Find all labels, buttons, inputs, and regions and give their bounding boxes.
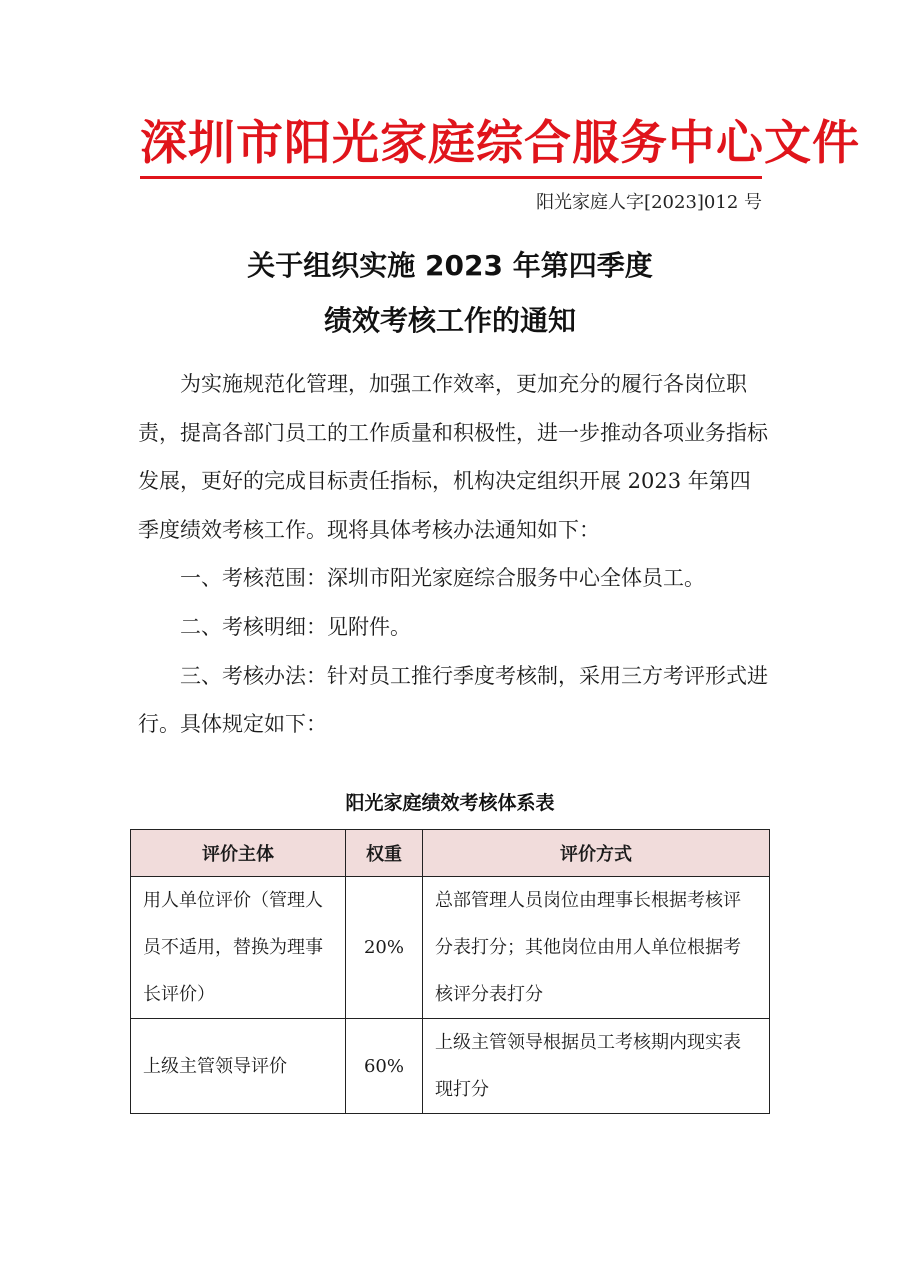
paragraph-intro: 为实施规范化管理，加强工作效率，更加充分的履行各岗位职责，提高各部门员工的工作质量和积极性，进一步推动各项业务指标发展，更好的完成目标责任指标，机构决定组织开展 2023 年第四季度绩效考核工作。现将具体考核办法通知如下：	[138, 372, 768, 542]
table-row	[131, 877, 770, 1019]
notice-title-line1: 关于组织实施 2023 年第四季度	[247, 249, 653, 282]
cell-method	[423, 1019, 770, 1114]
method-text: 上级主管领导根据员工考核期内现实表现打分	[435, 1032, 741, 1100]
table-header-row	[131, 830, 770, 877]
header-subject: 评价主体	[131, 830, 346, 877]
document-number: 阳光家庭人字[2023]012 号	[536, 192, 762, 213]
table-row	[131, 1019, 770, 1114]
method-text: 总部管理人员岗位由理事长根据考核评分表打分；其他岗位由用人单位根据考核评分表打分	[435, 890, 741, 1005]
paragraph-method: 三、考核办法：针对员工推行季度考核制，采用三方考评形式进行。具体规定如下：	[138, 663, 768, 737]
cell-weight: 60%	[346, 1019, 423, 1114]
cell-weight: 20%	[346, 877, 423, 1019]
cell-subject	[131, 1019, 346, 1114]
paragraph-scope: 一、考核范围：深圳市阳光家庭综合服务中心全体员工。	[180, 566, 705, 591]
subject-text: 上级主管领导评价	[143, 1055, 287, 1077]
header-method: 评价方式	[423, 830, 770, 877]
notice-title-line2: 绩效考核工作的通知	[323, 304, 576, 337]
evaluation-table	[130, 829, 770, 1114]
org-title: 深圳市阳光家庭综合服务中心文件	[140, 116, 860, 171]
red-divider	[140, 176, 762, 179]
table-caption: 阳光家庭绩效考核体系表	[345, 792, 555, 814]
subject-text: 用人单位评价（管理人员不适用，替换为理事长评价）	[143, 890, 323, 1005]
notice-body	[138, 360, 768, 749]
paragraph-details: 二、考核明细：见附件。	[180, 614, 411, 639]
cell-method	[423, 877, 770, 1019]
cell-subject	[131, 877, 346, 1019]
header-weight: 权重	[346, 830, 423, 877]
